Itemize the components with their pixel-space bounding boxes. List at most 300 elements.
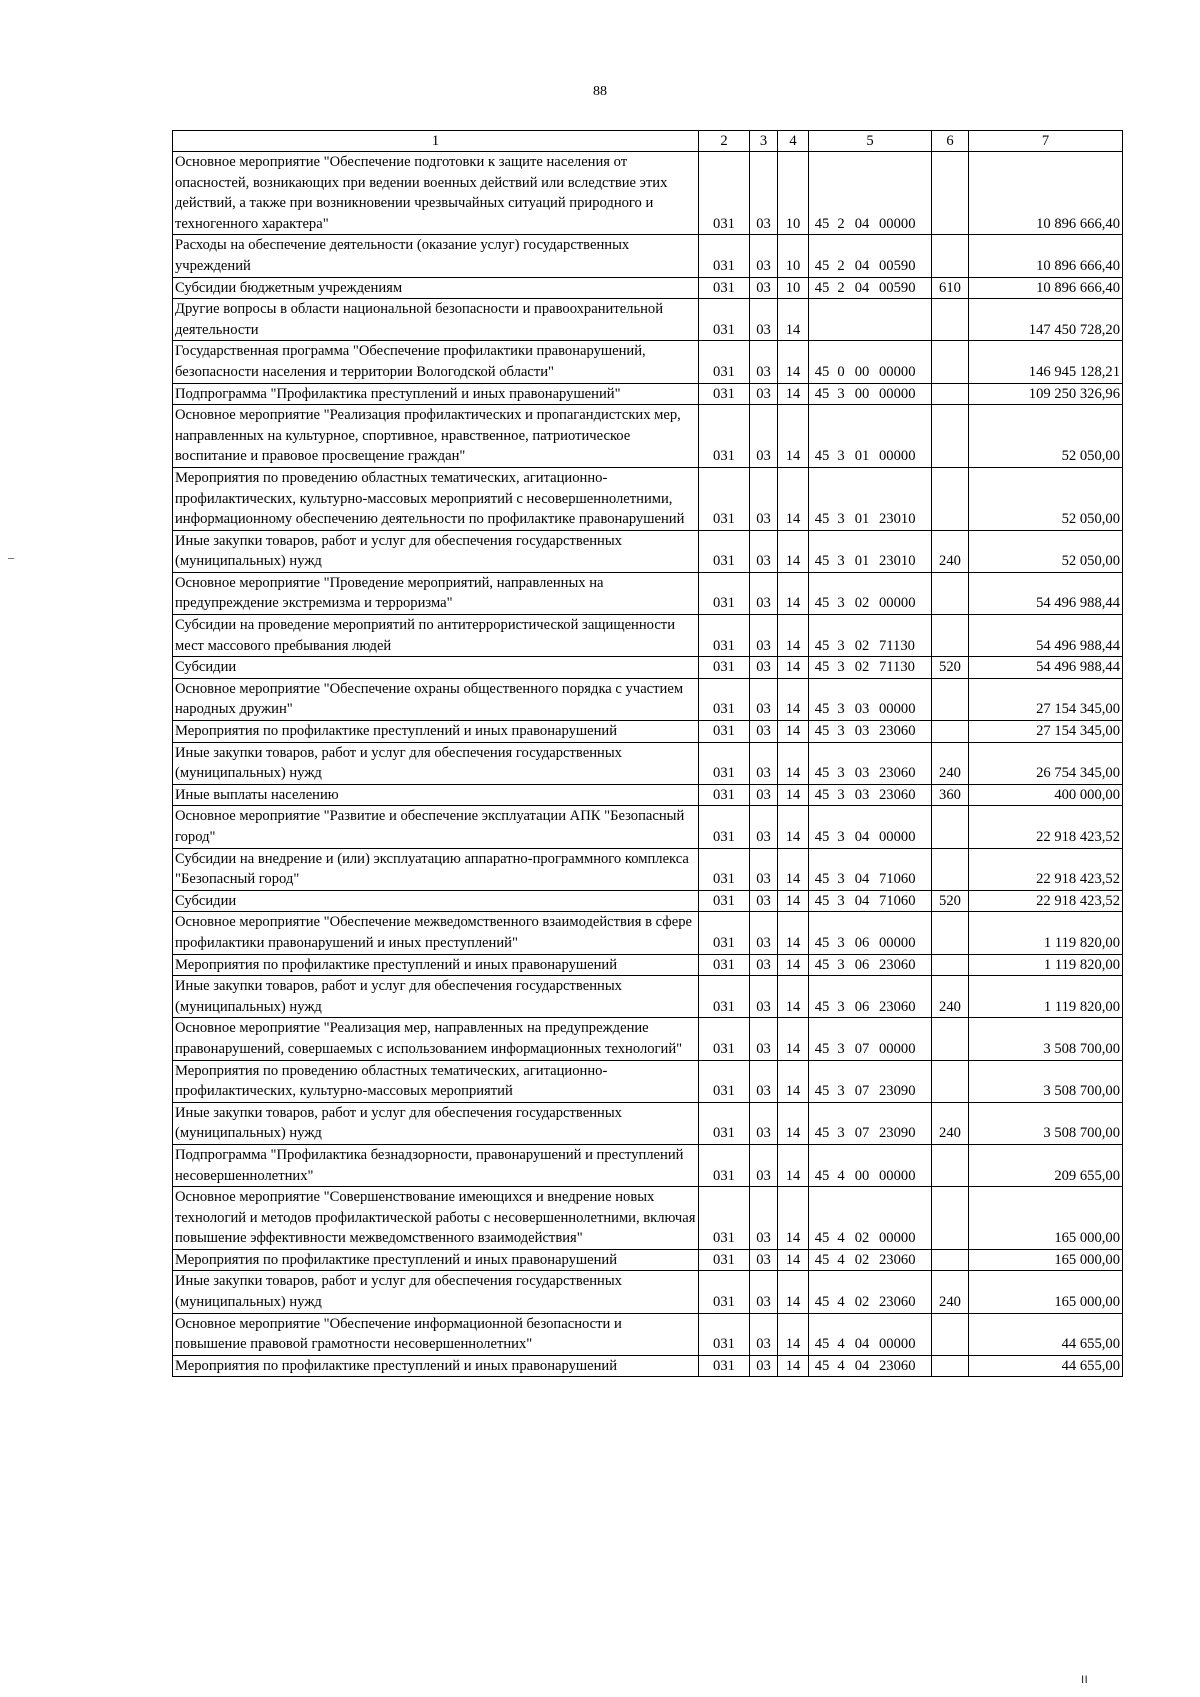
- row-target-article: [809, 1313, 932, 1355]
- target-article-part: 45: [814, 385, 830, 402]
- target-article-part: 3: [837, 1125, 845, 1142]
- row-section: 03: [750, 277, 778, 299]
- row-amount: 22 918 423,52: [969, 848, 1123, 890]
- row-name: Иные выплаты населению: [173, 784, 699, 806]
- row-expense-type: [932, 806, 969, 848]
- target-article-part: 3: [837, 786, 845, 803]
- row-name: Основное мероприятие "Проведение мероприятий, направленных на предупреждение экстремизма и терроризма": [173, 572, 699, 614]
- target-article-part: 45: [814, 553, 830, 570]
- table-row: [173, 530, 1123, 572]
- target-article-part: 02: [854, 637, 870, 654]
- row-name: Мероприятия по проведению областных тематических, агитационно-профилактических, культурно-массовых мероприятий: [173, 1060, 699, 1102]
- row-amount: 10 896 666,40: [969, 152, 1123, 235]
- target-article-part: 45: [814, 765, 830, 782]
- table-row: [173, 742, 1123, 784]
- row-subsection: 10: [778, 235, 809, 277]
- target-article-part: 45: [814, 1040, 830, 1057]
- target-article-part: 23090: [879, 1083, 916, 1100]
- row-expense-type: 240: [932, 742, 969, 784]
- target-article-part: 3: [837, 659, 845, 676]
- row-name: Мероприятия по проведению областных тематических, агитационно-профилактических, культурно-массовых мероприятий с несовершеннолетними, информационному обеспечению деятельности по профилактике правонарушений: [173, 467, 699, 530]
- row-amount: 27 154 345,00: [969, 678, 1123, 720]
- row-amount: 3 508 700,00: [969, 1102, 1123, 1144]
- row-target-article: [809, 912, 932, 954]
- row-amount: 165 000,00: [969, 1249, 1123, 1271]
- target-article-part: 00: [854, 1167, 870, 1184]
- row-amount: 54 496 988,44: [969, 657, 1123, 679]
- target-article-part: 71060: [879, 871, 916, 888]
- target-article-part: 3: [837, 934, 845, 951]
- row-expense-type: [932, 912, 969, 954]
- row-target-article: [809, 976, 932, 1018]
- row-expense-type: [932, 1355, 969, 1377]
- target-article-part: 00000: [879, 385, 916, 402]
- target-article-part: 45: [814, 934, 830, 951]
- row-section: 03: [750, 678, 778, 720]
- row-amount: 54 496 988,44: [969, 572, 1123, 614]
- row-section: 03: [750, 1018, 778, 1060]
- target-article-part: 3: [837, 595, 845, 612]
- table-row: [173, 721, 1123, 743]
- row-grbs: 031: [699, 784, 750, 806]
- target-article-part: 45: [814, 871, 830, 888]
- target-article-part: 23060: [879, 998, 916, 1015]
- table-row: [173, 912, 1123, 954]
- table-row: [173, 1355, 1123, 1377]
- row-expense-type: [932, 954, 969, 976]
- target-article-part: 45: [814, 279, 830, 296]
- row-expense-type: [932, 152, 969, 235]
- row-target-article: [809, 954, 932, 976]
- row-expense-type: [932, 615, 969, 657]
- target-article-part: 06: [854, 998, 870, 1015]
- row-amount: 1 119 820,00: [969, 976, 1123, 1018]
- row-grbs: 031: [699, 1355, 750, 1377]
- table-header-row: [173, 131, 1123, 152]
- row-subsection: 14: [778, 742, 809, 784]
- row-subsection: 14: [778, 976, 809, 1018]
- target-article-part: 45: [814, 701, 830, 718]
- row-name: Мероприятия по профилактике преступлений и иных правонарушений: [173, 1249, 699, 1271]
- row-name: Субсидии: [173, 657, 699, 679]
- row-grbs: 031: [699, 615, 750, 657]
- header-col-2: 2: [699, 131, 750, 152]
- row-target-article: [809, 341, 932, 383]
- row-grbs: 031: [699, 405, 750, 468]
- row-expense-type: [932, 1018, 969, 1060]
- row-target-article: [809, 742, 932, 784]
- row-subsection: 14: [778, 405, 809, 468]
- target-article-part: 71130: [879, 659, 915, 676]
- table-row: [173, 405, 1123, 468]
- row-section: 03: [750, 152, 778, 235]
- table-row: [173, 1102, 1123, 1144]
- row-expense-type: [932, 1187, 969, 1250]
- table-row: [173, 678, 1123, 720]
- table-row: [173, 890, 1123, 912]
- row-amount: 165 000,00: [969, 1271, 1123, 1313]
- target-article-part: 45: [814, 1294, 830, 1311]
- row-section: 03: [750, 1271, 778, 1313]
- target-article-part: 45: [814, 1230, 830, 1247]
- row-expense-type: [932, 383, 969, 405]
- target-article-part: 23010: [879, 553, 916, 570]
- target-article-part: 45: [814, 1251, 830, 1268]
- target-article-part: 2: [837, 279, 845, 296]
- row-section: 03: [750, 1060, 778, 1102]
- target-article-part: 3: [837, 701, 845, 718]
- row-amount: 52 050,00: [969, 467, 1123, 530]
- row-target-article: [809, 721, 932, 743]
- target-article-part: 00000: [879, 448, 916, 465]
- target-article-part: 00000: [879, 1336, 916, 1353]
- row-expense-type: 240: [932, 976, 969, 1018]
- target-article-part: 04: [854, 1357, 870, 1374]
- row-amount: 27 154 345,00: [969, 721, 1123, 743]
- target-article-part: 06: [854, 934, 870, 951]
- target-article-part: 03: [854, 765, 870, 782]
- target-article-part: 3: [837, 765, 845, 782]
- target-article-part: 04: [854, 215, 870, 232]
- target-article-part: 3: [837, 511, 845, 528]
- row-grbs: 031: [699, 848, 750, 890]
- row-expense-type: [932, 848, 969, 890]
- row-grbs: 031: [699, 1102, 750, 1144]
- row-grbs: 031: [699, 530, 750, 572]
- target-article-part: 45: [814, 723, 830, 740]
- row-target-article: [809, 784, 932, 806]
- row-grbs: 031: [699, 235, 750, 277]
- table-row: [173, 806, 1123, 848]
- target-article-part: 00000: [879, 1167, 916, 1184]
- table-row: [173, 1144, 1123, 1186]
- target-article-part: 45: [814, 1125, 830, 1142]
- row-subsection: 14: [778, 912, 809, 954]
- row-target-article: [809, 1102, 932, 1144]
- row-name: Основное мероприятие "Развитие и обеспечение эксплуатации АПК "Безопасный город": [173, 806, 699, 848]
- row-name: Субсидии на внедрение и (или) эксплуатацию аппаратно-программного комплекса "Безопасный город": [173, 848, 699, 890]
- target-article-part: 45: [814, 511, 830, 528]
- row-expense-type: 240: [932, 1271, 969, 1313]
- table-row: [173, 1187, 1123, 1250]
- row-expense-type: [932, 235, 969, 277]
- row-expense-type: 240: [932, 530, 969, 572]
- target-article-part: 2: [837, 257, 845, 274]
- row-section: 03: [750, 615, 778, 657]
- row-grbs: 031: [699, 1060, 750, 1102]
- row-subsection: 14: [778, 657, 809, 679]
- target-article-part: 04: [854, 279, 870, 296]
- table-row: [173, 1060, 1123, 1102]
- row-target-article: [809, 235, 932, 277]
- row-subsection: 14: [778, 1271, 809, 1313]
- row-subsection: 14: [778, 1018, 809, 1060]
- row-target-article: [809, 152, 932, 235]
- row-amount: 109 250 326,96: [969, 383, 1123, 405]
- row-section: 03: [750, 890, 778, 912]
- row-subsection: 14: [778, 721, 809, 743]
- row-grbs: 031: [699, 1144, 750, 1186]
- row-name: Основное мероприятие "Обеспечение охраны общественного порядка с участием народных дружин": [173, 678, 699, 720]
- table-row: [173, 467, 1123, 530]
- target-article-part: 3: [837, 829, 845, 845]
- row-amount: 165 000,00: [969, 1187, 1123, 1250]
- row-target-article: [809, 615, 932, 657]
- row-section: 03: [750, 954, 778, 976]
- table-row: [173, 848, 1123, 890]
- row-subsection: 14: [778, 1313, 809, 1355]
- target-article-part: 71060: [879, 892, 916, 909]
- target-article-part: 23060: [879, 765, 916, 782]
- row-subsection: 10: [778, 277, 809, 299]
- row-target-article: [809, 1249, 932, 1271]
- target-article-part: 23060: [879, 723, 916, 740]
- table-row: [173, 235, 1123, 277]
- target-article-part: 3: [837, 1040, 845, 1057]
- table-row: [173, 1271, 1123, 1313]
- target-article-part: 45: [814, 595, 830, 612]
- header-col-1: 1: [173, 131, 699, 152]
- target-article-part: 2: [837, 215, 845, 232]
- target-article-part: 71130: [879, 637, 915, 654]
- row-section: 03: [750, 976, 778, 1018]
- row-section: 03: [750, 1144, 778, 1186]
- row-grbs: 031: [699, 890, 750, 912]
- target-article-part: 03: [854, 723, 870, 740]
- table-row: [173, 299, 1123, 341]
- row-section: 03: [750, 467, 778, 530]
- row-expense-type: [932, 721, 969, 743]
- header-col-6: 6: [932, 131, 969, 152]
- row-section: 03: [750, 383, 778, 405]
- target-article-part: 07: [854, 1040, 870, 1057]
- table-row: [173, 383, 1123, 405]
- target-article-part: 02: [854, 1230, 870, 1247]
- row-name: Субсидии: [173, 890, 699, 912]
- target-article-part: 45: [814, 1083, 830, 1100]
- row-target-article: [809, 1060, 932, 1102]
- table-row: [173, 657, 1123, 679]
- row-section: 03: [750, 1355, 778, 1377]
- row-expense-type: [932, 572, 969, 614]
- row-section: 03: [750, 1187, 778, 1250]
- row-expense-type: [932, 1313, 969, 1355]
- target-article-part: 00: [854, 385, 870, 402]
- table-row: [173, 954, 1123, 976]
- target-article-part: 3: [837, 637, 845, 654]
- row-section: 03: [750, 848, 778, 890]
- row-name: Иные закупки товаров, работ и услуг для обеспечения государственных (муниципальных) нужд: [173, 976, 699, 1018]
- row-section: 03: [750, 1249, 778, 1271]
- target-article-part: 3: [837, 723, 845, 740]
- target-article-part: 04: [854, 829, 870, 845]
- row-section: 03: [750, 341, 778, 383]
- target-article-part: 03: [854, 786, 870, 803]
- target-article-part: 23060: [879, 786, 916, 803]
- row-target-article: [809, 530, 932, 572]
- row-expense-type: 520: [932, 657, 969, 679]
- row-grbs: 031: [699, 572, 750, 614]
- row-name: Государственная программа "Обеспечение профилактики правонарушений, безопасности населения и территории Вологодской области": [173, 341, 699, 383]
- row-section: 03: [750, 657, 778, 679]
- header-col-3: 3: [750, 131, 778, 152]
- table-row: [173, 277, 1123, 299]
- row-amount: 146 945 128,21: [969, 341, 1123, 383]
- row-subsection: 14: [778, 383, 809, 405]
- target-article-part: 45: [814, 215, 830, 232]
- target-article-part: 03: [854, 701, 870, 718]
- row-grbs: 031: [699, 467, 750, 530]
- row-amount: 44 655,00: [969, 1313, 1123, 1355]
- target-article-part: 3: [837, 892, 845, 909]
- row-amount: 44 655,00: [969, 1355, 1123, 1377]
- target-article-part: 0: [837, 363, 845, 380]
- target-article-part: 01: [854, 553, 870, 570]
- row-name: Основное мероприятие "Обеспечение межведомственного взаимодействия в сфере профилактики правонарушений и иных преступлений": [173, 912, 699, 954]
- target-article-part: 4: [837, 1294, 845, 1311]
- target-article-part: 45: [814, 363, 830, 380]
- row-target-article: [809, 1144, 932, 1186]
- row-grbs: 031: [699, 678, 750, 720]
- row-grbs: 031: [699, 1313, 750, 1355]
- row-name: Другие вопросы в области национальной безопасности и правоохранительной деятельности: [173, 299, 699, 341]
- row-subsection: 14: [778, 848, 809, 890]
- row-subsection: 14: [778, 890, 809, 912]
- corner-mark: ıı: [1080, 1672, 1088, 1687]
- row-grbs: 031: [699, 721, 750, 743]
- row-target-article: [809, 678, 932, 720]
- target-article-part: 23060: [879, 1357, 916, 1374]
- row-amount: 10 896 666,40: [969, 277, 1123, 299]
- row-expense-type: [932, 1060, 969, 1102]
- row-name: Мероприятия по профилактике преступлений и иных правонарушений: [173, 721, 699, 743]
- target-article-part: 04: [854, 257, 870, 274]
- row-subsection: 14: [778, 467, 809, 530]
- target-article-part: 45: [814, 1167, 830, 1184]
- target-article-part: 4: [837, 1251, 845, 1268]
- target-article-part: 3: [837, 1083, 845, 1100]
- row-name: Иные закупки товаров, работ и услуг для обеспечения государственных (муниципальных) нужд: [173, 530, 699, 572]
- target-article-part: 4: [837, 1230, 845, 1247]
- row-grbs: 031: [699, 341, 750, 383]
- row-section: 03: [750, 405, 778, 468]
- row-subsection: 14: [778, 572, 809, 614]
- row-target-article: [809, 657, 932, 679]
- row-amount: 3 508 700,00: [969, 1018, 1123, 1060]
- budget-table: [172, 130, 1123, 1377]
- row-grbs: 031: [699, 383, 750, 405]
- target-article-part: 23060: [879, 1251, 916, 1268]
- row-grbs: 031: [699, 954, 750, 976]
- row-name: Иные закупки товаров, работ и услуг для обеспечения государственных (муниципальных) нужд: [173, 1102, 699, 1144]
- row-subsection: 14: [778, 341, 809, 383]
- row-subsection: 14: [778, 1144, 809, 1186]
- row-subsection: 14: [778, 1060, 809, 1102]
- header-col-4: 4: [778, 131, 809, 152]
- target-article-part: 3: [837, 871, 845, 888]
- target-article-part: 3: [837, 956, 845, 973]
- target-article-part: 4: [837, 1336, 845, 1353]
- row-section: 03: [750, 1102, 778, 1144]
- target-article-part: 45: [814, 637, 830, 654]
- row-grbs: 031: [699, 1271, 750, 1313]
- target-article-part: 00000: [879, 363, 916, 380]
- target-article-part: 45: [814, 1357, 830, 1374]
- row-section: 03: [750, 742, 778, 784]
- target-article-part: 3: [837, 448, 845, 465]
- target-article-part: 02: [854, 1251, 870, 1268]
- row-expense-type: [932, 1249, 969, 1271]
- row-expense-type: [932, 1144, 969, 1186]
- row-target-article: [809, 1018, 932, 1060]
- target-article-part: 45: [814, 892, 830, 909]
- row-section: 03: [750, 806, 778, 848]
- margin-mark: [8, 558, 14, 559]
- row-expense-type: 240: [932, 1102, 969, 1144]
- target-article-part: 00000: [879, 1230, 916, 1247]
- row-grbs: 031: [699, 152, 750, 235]
- row-target-article: [809, 806, 932, 848]
- row-subsection: 14: [778, 299, 809, 341]
- target-article-part: 45: [814, 448, 830, 465]
- row-section: 03: [750, 235, 778, 277]
- row-amount: 52 050,00: [969, 405, 1123, 468]
- row-subsection: 14: [778, 1187, 809, 1250]
- target-article-part: 4: [837, 1357, 845, 1374]
- row-name: Основное мероприятие "Обеспечение информационной безопасности и повышение правовой грамотности несовершеннолетних": [173, 1313, 699, 1355]
- row-subsection: 14: [778, 806, 809, 848]
- target-article-part: 45: [814, 956, 830, 973]
- row-expense-type: [932, 678, 969, 720]
- row-amount: 400 000,00: [969, 784, 1123, 806]
- target-article-part: 04: [854, 892, 870, 909]
- target-article-part: 23010: [879, 511, 916, 528]
- table-row: [173, 152, 1123, 235]
- row-grbs: 031: [699, 1187, 750, 1250]
- row-target-article: [809, 1355, 932, 1377]
- table-row: [173, 1313, 1123, 1355]
- row-expense-type: [932, 299, 969, 341]
- target-article-part: 00: [854, 363, 870, 380]
- row-name: Основное мероприятие "Совершенствование имеющихся и внедрение новых технологий и методов профилактической работы с несовершеннолетними, включая повышение эффективности межведомственного взаимодействия": [173, 1187, 699, 1250]
- row-grbs: 031: [699, 277, 750, 299]
- row-subsection: 14: [778, 1102, 809, 1144]
- table-row: [173, 572, 1123, 614]
- row-subsection: 14: [778, 1249, 809, 1271]
- target-article-part: 01: [854, 448, 870, 465]
- row-subsection: 14: [778, 678, 809, 720]
- row-expense-type: [932, 405, 969, 468]
- row-expense-type: [932, 467, 969, 530]
- row-amount: 22 918 423,52: [969, 806, 1123, 848]
- target-article-part: 00000: [879, 215, 916, 232]
- table-row: [173, 615, 1123, 657]
- target-article-part: 04: [854, 1336, 870, 1353]
- target-article-part: 00590: [879, 279, 916, 296]
- target-article-part: 02: [854, 659, 870, 676]
- header-col-5: 5: [809, 131, 932, 152]
- target-article-part: 3: [837, 998, 845, 1015]
- row-amount: 22 918 423,52: [969, 890, 1123, 912]
- row-target-article: [809, 383, 932, 405]
- target-article-part: 04: [854, 871, 870, 888]
- row-name: Субсидии бюджетным учреждениям: [173, 277, 699, 299]
- row-target-article: [809, 405, 932, 468]
- target-article-part: 23090: [879, 1125, 916, 1142]
- row-name: Основное мероприятие "Реализация мер, направленных на предупреждение правонарушений, совершаемых с использованием информационных технологий": [173, 1018, 699, 1060]
- target-article-part: 3: [837, 553, 845, 570]
- table-row: [173, 341, 1123, 383]
